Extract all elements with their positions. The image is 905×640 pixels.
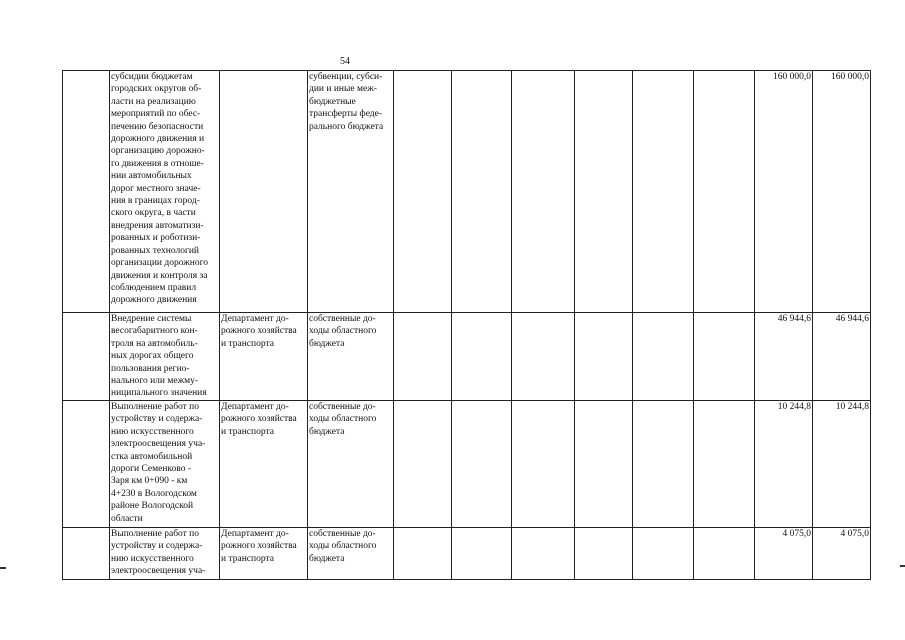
empty-cell — [452, 71, 512, 313]
measure-cell: Выполнение работ по устройству и содержа- нию искусственного электроосвещения уча- — [110, 528, 220, 580]
empty-cell — [633, 401, 694, 528]
table-row — [63, 71, 871, 313]
measure-cell: субсидии бюджетам городских округов об- ласти на реализацию мероприятий по обес- печению безопасности дорожного движения и организацию дорожно- го движения в отноше- нии автомобильных дорог местного значе- ния в границах город- ского округа, в части внедрения автоматизи- рованных и роботизи- рованных технологий организации дорожного движения и контроля за соблюдением правил дорожного движения — [110, 71, 220, 313]
empty-cell — [452, 401, 512, 528]
empty-cell — [694, 313, 755, 401]
empty-cell — [633, 71, 694, 313]
right-edge-mark — [900, 565, 905, 567]
empty-cell — [575, 71, 633, 313]
row-number-cell — [63, 313, 110, 401]
empty-cell — [633, 528, 694, 580]
executor-cell — [220, 71, 308, 313]
value-cell: 10 244,8 — [755, 401, 813, 528]
value-total-cell: 4 075,0 — [813, 528, 871, 580]
value-total-cell: 46 944,6 — [813, 313, 871, 401]
source-cell: субвенции, субси- дии и иные меж- бюджетные трансферты феде- рального бюджета — [308, 71, 394, 313]
empty-cell — [394, 528, 452, 580]
empty-cell — [633, 313, 694, 401]
executor-cell: Департамент до- рожного хозяйства и транспорта — [220, 401, 308, 528]
table-row — [63, 401, 871, 528]
empty-cell — [694, 71, 755, 313]
executor-cell: Департамент до- рожного хозяйства и транспорта — [220, 528, 308, 580]
empty-cell — [452, 313, 512, 401]
source-cell: собственные до- ходы областного бюджета — [308, 528, 394, 580]
empty-cell — [394, 401, 452, 528]
row-number-cell — [63, 528, 110, 580]
source-cell: собственные до- ходы областного бюджета — [308, 313, 394, 401]
empty-cell — [575, 528, 633, 580]
empty-cell — [512, 313, 575, 401]
value-cell: 160 000,0 — [755, 71, 813, 313]
empty-cell — [452, 528, 512, 580]
empty-cell — [394, 71, 452, 313]
left-edge-mark — [0, 567, 6, 569]
executor-cell: Департамент до- рожного хозяйства и транспорта — [220, 313, 308, 401]
empty-cell — [394, 313, 452, 401]
table-row — [63, 313, 871, 401]
measure-cell: Внедрение системы весогабаритного кон- троля на автомобиль- ных дорогах общего пользования регио- нального или межму- ниципального значения — [110, 313, 220, 401]
value-total-cell: 160 000,0 — [813, 71, 871, 313]
source-cell: собственные до- ходы областного бюджета — [308, 401, 394, 528]
budget-table — [62, 70, 871, 580]
value-total-cell: 10 244,8 — [813, 401, 871, 528]
value-cell: 46 944,6 — [755, 313, 813, 401]
empty-cell — [512, 71, 575, 313]
value-cell: 4 075,0 — [755, 528, 813, 580]
table-row — [63, 528, 871, 580]
empty-cell — [575, 313, 633, 401]
empty-cell — [512, 528, 575, 580]
measure-cell: Выполнение работ по устройству и содержа- нию искусственного электроосвещения уча- стка автомобильной дороги Семенково - Заря км 0+090 - км 4+230 в Вологодском районе Вологодской области — [110, 401, 220, 528]
empty-cell — [694, 401, 755, 528]
page-number: 54 — [340, 56, 350, 67]
empty-cell — [694, 528, 755, 580]
empty-cell — [512, 401, 575, 528]
row-number-cell — [63, 71, 110, 313]
row-number-cell — [63, 401, 110, 528]
empty-cell — [575, 401, 633, 528]
